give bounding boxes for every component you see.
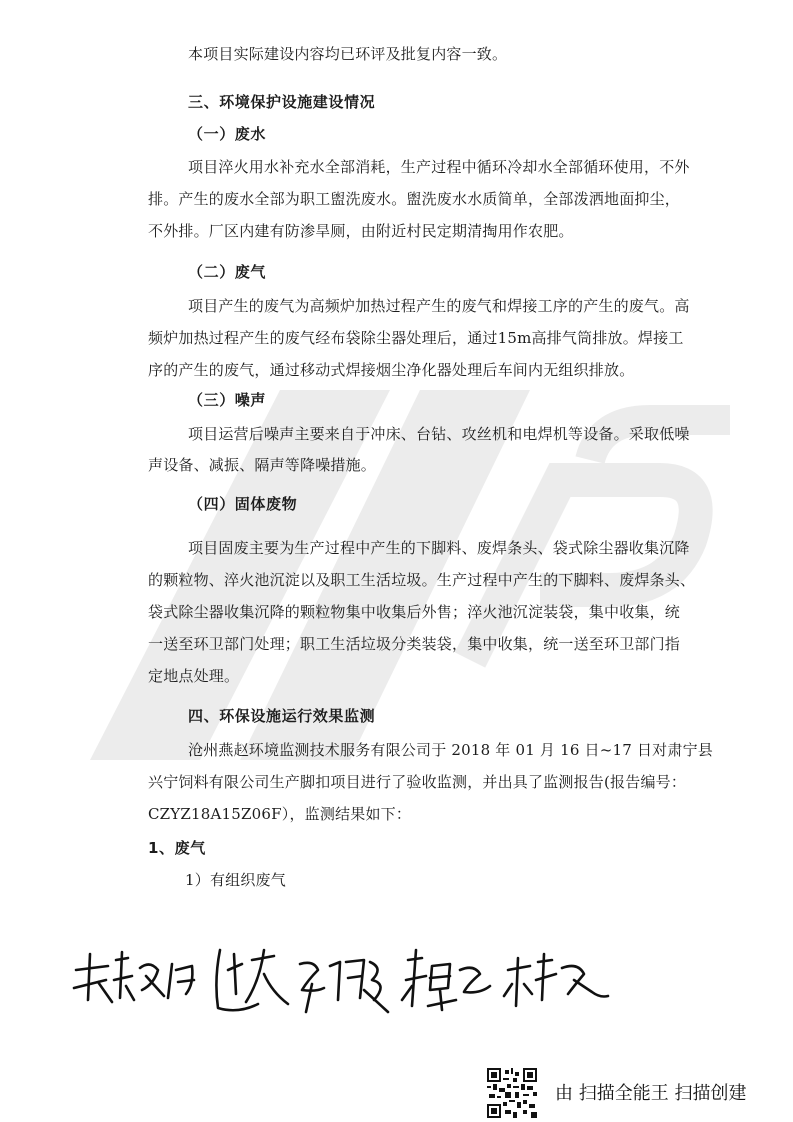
signature-1: [74, 952, 194, 1002]
solid-waste-heading: （四）固体废物: [188, 495, 298, 513]
wastewater-heading: （一）废水: [188, 125, 267, 143]
waste-gas-line-1: 项目产生的废气为高频炉加热过程产生的废气和焊接工序的产生的废气。高: [188, 297, 690, 315]
intro-line: 本项目实际建设内容均已环评及批复内容一致。: [188, 45, 508, 63]
solid-waste-line-5: 定地点处理。: [148, 667, 240, 685]
monitoring-line-3: CZYZ18A15Z06F），监测结果如下：: [148, 805, 412, 823]
monitoring-line-1: 沧州燕赵环境监测技术服务有限公司于 2018 年 01 月 16 日~17 日对肃宁县: [188, 741, 713, 759]
signature-3: [402, 950, 490, 1010]
noise-line-2: 声设备、减振、隔声等降噪措施。: [148, 456, 377, 474]
scan-credit-text: 由 扫描全能王 扫描创建: [555, 1083, 747, 1104]
wastewater-line-1: 项目淬火用水补充水全部消耗，生产过程中循环冷却水全部循环使用，不外: [188, 158, 690, 176]
wastewater-line-3: 不外排。厂区内建有防渗旱厕，由附近村民定期清掏用作农肥。: [148, 222, 574, 240]
section3-heading: 三、环境保护设施建设情况: [188, 93, 376, 111]
solid-waste-line-1: 项目固废主要为生产过程中产生的下脚料、废焊条头、袋式除尘器收集沉降: [188, 539, 690, 557]
waste-gas-subheading: 1、废气: [148, 839, 206, 857]
qr-code-icon[interactable]: [487, 1068, 537, 1118]
noise-line-1: 项目运营后噪声主要来自于冲床、台钻、攻丝机和电焊机等设备。采取低噪: [188, 425, 690, 443]
signature-2: [216, 950, 388, 1012]
wastewater-line-2: 排。产生的废水全部为职工盥洗废水。盥洗废水水质简单，全部泼洒地面抑尘，: [148, 190, 681, 208]
organized-emission-item: 1）有组织废气: [185, 871, 286, 889]
solid-waste-line-4: 一送至环卫部门处理；职工生活垃圾分类装袋，集中收集，统一送至环卫部门指: [148, 635, 681, 653]
solid-waste-line-3: 袋式除尘器收集沉降的颗粒物集中收集后外售；淬火池沉淀装袋，集中收集，统: [148, 603, 681, 621]
handwritten-signatures: [68, 940, 628, 1030]
signature-4: [504, 954, 608, 1006]
waste-gas-heading: （二）废气: [188, 263, 267, 281]
waste-gas-line-3: 序的产生的废气，通过移动式焊接烟尘净化器处理后车间内无组织排放。: [148, 361, 635, 379]
waste-gas-line-2: 频炉加热过程产生的废气经布袋除尘器处理后，通过15m高排气筒排放。焊接工: [148, 329, 684, 347]
monitoring-line-2: 兴宁饲料有限公司生产脚扣项目进行了验收监测，并出具了监测报告(报告编号：: [148, 773, 687, 791]
noise-heading: （三）噪声: [188, 391, 267, 409]
section4-heading: 四、环保设施运行效果监测: [188, 707, 376, 725]
solid-waste-line-2: 的颗粒物、淬火池沉淀以及职工生活垃圾。生产过程中产生的下脚料、废焊条头、: [148, 571, 696, 589]
